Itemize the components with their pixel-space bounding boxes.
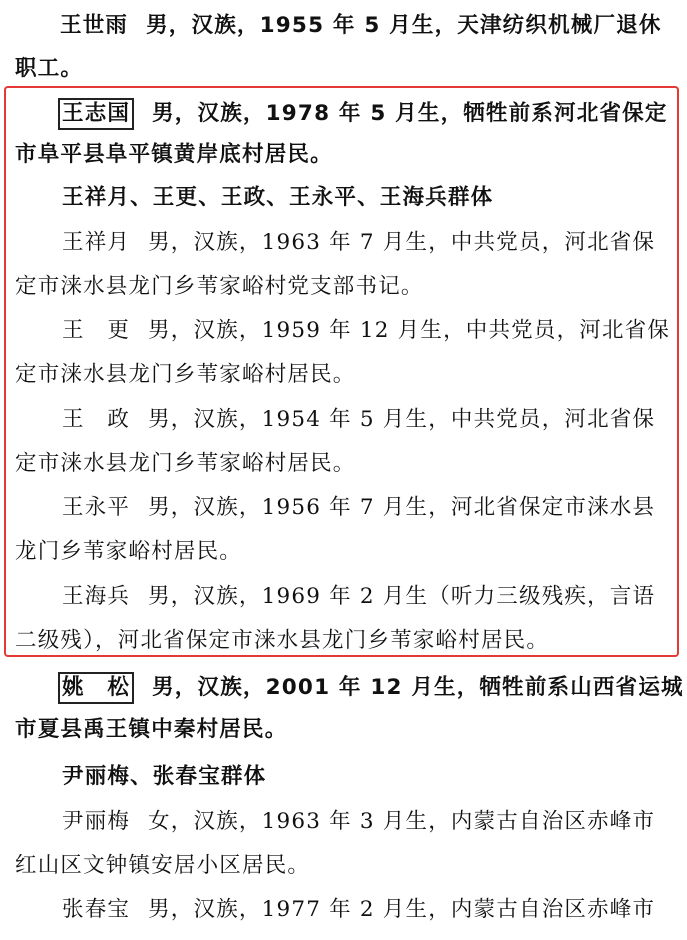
entry-line bbox=[0, 229, 687, 257]
entry-line-cont bbox=[0, 852, 687, 880]
person-name: 王永平 bbox=[62, 495, 131, 520]
entry-text: 男，汉族，1969 年 2 月生（听力三级残疾，言语 bbox=[148, 584, 656, 609]
entry-text-cont: 二级残），河北省保定市涞水县龙门乡苇家峪村居民。 bbox=[15, 628, 550, 653]
entry-line bbox=[0, 583, 687, 611]
entry-line bbox=[0, 896, 687, 924]
group-heading bbox=[0, 763, 687, 791]
entry-line-cont bbox=[0, 538, 687, 566]
entry-text-cont: 市夏县禹王镇中秦村居民。 bbox=[15, 717, 288, 742]
person-name: 王志国 bbox=[58, 98, 134, 130]
group-heading bbox=[0, 184, 687, 212]
entry-text-cont: 职工。 bbox=[15, 56, 84, 81]
entry-line bbox=[0, 317, 687, 345]
entry-text-cont: 定市涞水县龙门乡苇家峪村居民。 bbox=[15, 451, 356, 476]
entry-line bbox=[0, 494, 687, 522]
person-name: 王 政 bbox=[62, 407, 131, 432]
person-name: 王世雨 bbox=[60, 13, 129, 38]
entry-line-cont bbox=[0, 450, 687, 478]
group-title: 尹丽梅、张春宝群体 bbox=[62, 764, 267, 789]
entry-text: 男，汉族，1978 年 5 月生，牺牲前系河北省保定 bbox=[152, 101, 668, 126]
person-name: 王祥月 bbox=[62, 230, 131, 255]
group-title: 王祥月、王更、王政、王永平、王海兵群体 bbox=[62, 185, 494, 210]
entry-text: 男，汉族，1977 年 2 月生，内蒙古自治区赤峰市 bbox=[148, 897, 656, 922]
entry-line bbox=[0, 406, 687, 434]
entry-text: 男，汉族，1959 年 12 月生，中共党员，河北省保 bbox=[148, 318, 671, 343]
entry-line-cont bbox=[0, 55, 687, 83]
entry-text: 男，汉族，1956 年 7 月生，河北省保定市涞水县 bbox=[148, 495, 656, 520]
entry-line-cont bbox=[0, 361, 687, 389]
entry-text-cont: 红山区文钟镇安居小区居民。 bbox=[15, 853, 311, 878]
entry-line-cont bbox=[0, 716, 687, 744]
entry-text-cont: 龙门乡苇家峪村居民。 bbox=[15, 539, 243, 564]
entry-text: 男，汉族，1963 年 7 月生，中共党员，河北省保 bbox=[148, 230, 656, 255]
entry-text: 男，汉族，1955 年 5 月生，天津纺织机械厂退休 bbox=[146, 13, 662, 38]
entry-text: 男，汉族，1954 年 5 月生，中共党员，河北省保 bbox=[148, 407, 656, 432]
entry-line-cont bbox=[0, 141, 687, 169]
entry-line bbox=[0, 98, 687, 130]
entry-text-cont: 市阜平县阜平镇黄岸底村居民。 bbox=[15, 142, 333, 167]
entry-line-cont bbox=[0, 627, 687, 655]
entry-line-cont bbox=[0, 273, 687, 301]
entry-line bbox=[0, 12, 687, 40]
entry-text-cont: 定市涞水县龙门乡苇家峪村党支部书记。 bbox=[15, 274, 424, 299]
person-name: 张春宝 bbox=[62, 897, 131, 922]
entry-line bbox=[0, 672, 687, 704]
person-name: 王 更 bbox=[62, 318, 131, 343]
person-name: 尹丽梅 bbox=[62, 809, 131, 834]
entry-text: 男，汉族，2001 年 12 月生，牺牲前系山西省运城 bbox=[152, 675, 684, 700]
entry-text: 女，汉族，1963 年 3 月生，内蒙古自治区赤峰市 bbox=[148, 809, 656, 834]
entry-line bbox=[0, 808, 687, 836]
entry-text-cont: 定市涞水县龙门乡苇家峪村居民。 bbox=[15, 362, 356, 387]
person-name: 姚 松 bbox=[58, 672, 134, 704]
person-name: 王海兵 bbox=[62, 584, 131, 609]
